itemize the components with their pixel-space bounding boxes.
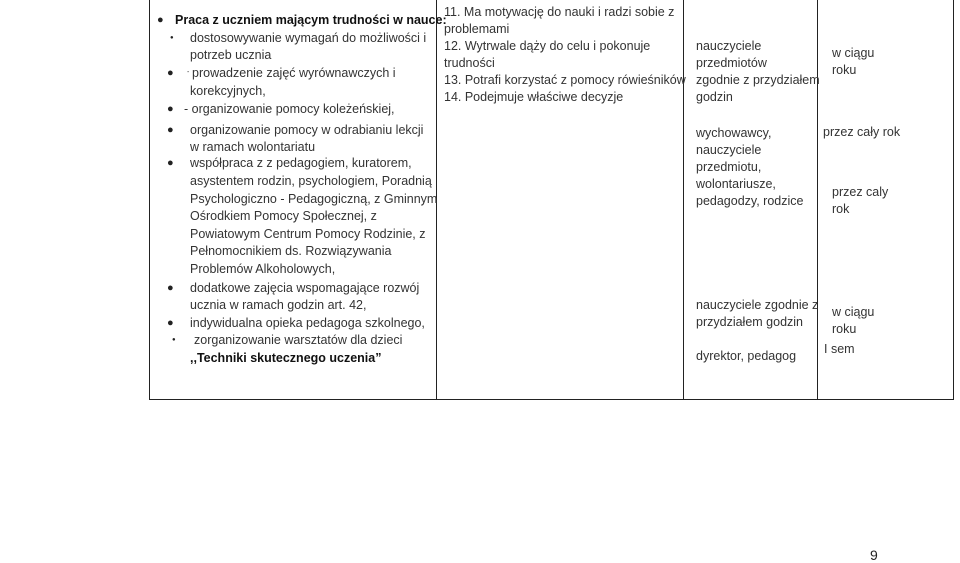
list-item: Psychologiczno - Pedagogiczną, z Gminnym	[190, 192, 438, 206]
list-item: indywidualna opieka pedagoga szkolnego,	[190, 316, 425, 330]
list-item: dodatkowe zajęcia wspomagające rozwój	[190, 281, 420, 295]
list-item-emphasis: ,,Techniki skutecznego uczenia”	[190, 351, 382, 365]
outcome-line: 12. Wytrwale dąży do celu i pokonuje	[444, 39, 651, 53]
list-item: korekcyjnych,	[190, 84, 266, 98]
list-item: Powiatowym Centrum Pomocy Rodzinie, z	[190, 227, 426, 241]
list-item: zorganizowanie warsztatów dla dzieci	[194, 333, 403, 347]
bullet-icon: ●	[167, 67, 174, 79]
list-item: ucznia w ramach godzin art. 42,	[190, 298, 367, 312]
outcome-line: problemami	[444, 22, 510, 36]
responsible-line: zgodnie z przydziałem	[696, 73, 820, 87]
column-divider-3	[817, 0, 818, 400]
column1-heading: Praca z uczniem mającym trudności w nauce:	[175, 13, 447, 27]
outcome-line: 13. Potrafi korzystać z pomocy rówieśników	[444, 73, 686, 87]
list-item: Ośrodkiem Pomocy Społecznej, z	[190, 209, 377, 223]
responsible-line: przydziałem godzin	[696, 315, 803, 329]
bullet-icon: ●	[170, 35, 174, 41]
table-border-bottom	[149, 399, 954, 400]
outcome-line: trudności	[444, 56, 495, 70]
responsible-line: wychowawcy,	[696, 126, 772, 140]
list-item: organizowanie pomocy w odrabianiu lekcji	[190, 123, 424, 137]
deadline-line: rok	[832, 202, 850, 216]
deadline-line: roku	[832, 322, 857, 336]
table-border-left	[149, 0, 150, 400]
deadline-line: przez caly	[832, 185, 889, 199]
deadline-line: roku	[832, 63, 857, 77]
column-divider-2	[683, 0, 684, 400]
deadline-line: w ciągu	[832, 305, 875, 319]
outcome-line: 14. Podejmuje właściwe decyzje	[444, 90, 624, 104]
bullet-icon: ●	[167, 103, 174, 115]
bullet-icon: ●	[167, 317, 174, 329]
page-number: 9	[870, 547, 878, 563]
tiny-dash: -	[187, 69, 190, 76]
responsible-line: nauczyciele	[696, 39, 762, 53]
responsible-line: dyrektor, pedagog	[696, 349, 797, 363]
responsible-line: nauczyciele zgodnie z	[696, 298, 819, 312]
outcome-line: 11. Ma motywację do nauki i radzi sobie z	[444, 5, 675, 19]
deadline-line: w ciągu	[832, 46, 875, 60]
responsible-line: przedmiotu,	[696, 160, 762, 174]
list-item: Pełnomocnikiem ds. Rozwiązywania	[190, 244, 392, 258]
list-item: potrzeb ucznia	[190, 48, 272, 62]
deadline-line: przez cały rok	[823, 125, 901, 139]
list-item: dostosowywanie wymagań do możliwości i	[190, 31, 427, 45]
bullet-icon: ●	[167, 282, 174, 294]
responsible-line: wolontariusze,	[696, 177, 776, 191]
deadline-line: I sem	[824, 342, 855, 356]
responsible-line: przedmiotów	[696, 56, 767, 70]
responsible-line: pedagodzy, rodzice	[696, 194, 804, 208]
responsible-line: nauczyciele	[696, 143, 762, 157]
bullet-icon: ●	[157, 14, 164, 26]
bullet-icon: ●	[167, 157, 174, 169]
bullet-icon: ●	[172, 337, 176, 343]
list-item: Problemów Alkoholowych,	[190, 262, 336, 276]
list-item: prowadzenie zajęć wyrównawczych i	[192, 66, 396, 80]
bullet-icon: ●	[167, 124, 174, 136]
list-item: - organizowanie pomocy koleżeńskiej,	[184, 102, 395, 116]
list-item: współpraca z z pedagogiem, kuratorem,	[190, 156, 412, 170]
list-item: w ramach wolontariatu	[190, 140, 316, 154]
list-item: asystentem rodzin, psychologiem, Poradnią	[190, 174, 432, 188]
responsible-line: godzin	[696, 90, 733, 104]
table-border-right	[953, 0, 954, 400]
